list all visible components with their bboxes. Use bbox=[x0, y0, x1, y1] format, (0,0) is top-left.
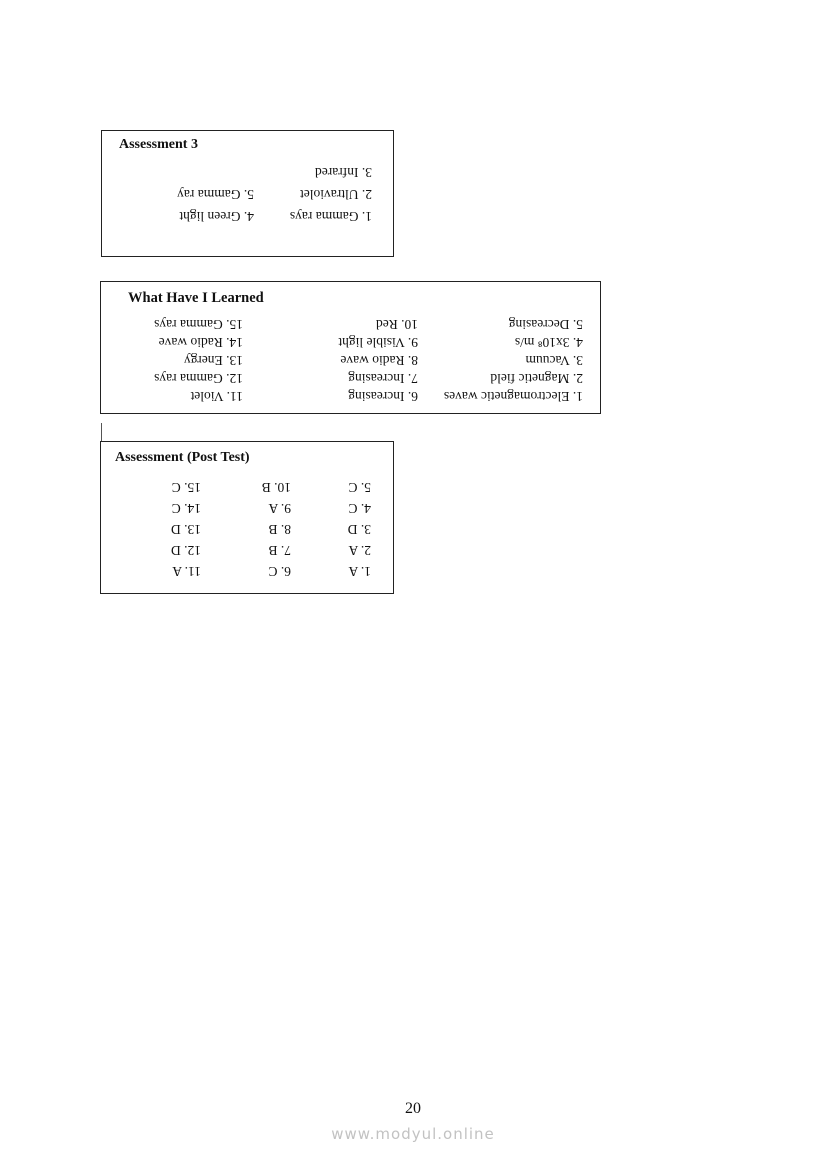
answer-item: 12. Gamma rays bbox=[154, 371, 243, 386]
assessment-3-title: Assessment 3 bbox=[119, 137, 198, 152]
answer-item: 9. Visible light bbox=[338, 335, 418, 350]
answer-item: 13. D bbox=[171, 522, 201, 537]
answer-item: 11. A bbox=[172, 564, 201, 579]
answer-item: 3. D bbox=[347, 522, 371, 537]
page-number: 20 bbox=[405, 1100, 421, 1117]
answer-item: 8. Radio wave bbox=[340, 353, 418, 368]
answer-item: 14. Radio wave bbox=[158, 335, 243, 350]
answer-item: 1. Gamma rays bbox=[289, 209, 372, 224]
assessment-3-box bbox=[101, 130, 394, 257]
answer-item: 2. Ultraviolet bbox=[300, 187, 372, 202]
answer-item: 6. Increasing bbox=[348, 389, 418, 404]
answer-item: 15. C bbox=[171, 480, 201, 495]
post-test-box bbox=[100, 441, 394, 594]
answer-item: 13. Energy bbox=[184, 353, 243, 368]
answer-item: 7. Increasing bbox=[348, 371, 418, 386]
answer-item: 10. B bbox=[261, 480, 291, 495]
answer-item: 10. Red bbox=[376, 317, 418, 332]
what-have-i-learned-title: What Have I Learned bbox=[128, 290, 264, 306]
answer-item: 9. A bbox=[268, 501, 291, 516]
answer-item: 4. Green light bbox=[179, 209, 254, 224]
answer-item: 5. Decreasing bbox=[508, 317, 583, 332]
answer-item: 12. D bbox=[171, 543, 201, 558]
answer-item bbox=[142, 161, 254, 183]
answer-item: 2. Magnetic field bbox=[490, 371, 583, 386]
answer-item: 1. Electromagnetic waves bbox=[443, 389, 583, 404]
answer-item: 6. C bbox=[268, 564, 291, 579]
divider-line bbox=[101, 423, 102, 441]
answer-item: 15. Gamma rays bbox=[154, 317, 243, 332]
watermark: www.modyul.online bbox=[331, 1125, 495, 1143]
what-have-i-learned-answers-upside-down bbox=[113, 315, 583, 405]
answer-item: 1. A bbox=[348, 564, 371, 579]
answer-item: 7. B bbox=[268, 543, 291, 558]
answer-item: 3. Infrared bbox=[315, 165, 372, 180]
what-have-i-learned-box bbox=[100, 281, 601, 414]
post-test-answers-upside-down bbox=[131, 478, 371, 582]
answer-item: 14. C bbox=[171, 501, 201, 516]
answer-item: 4. C bbox=[348, 501, 371, 516]
answer-item: 8. B bbox=[268, 522, 291, 537]
answer-item: 11. Violet bbox=[190, 389, 243, 404]
post-test-title: Assessment (Post Test) bbox=[115, 450, 250, 465]
answer-item: 5. Gamma ray bbox=[177, 187, 254, 202]
answer-item: 3. Vacuum bbox=[525, 353, 583, 368]
answer-item: 2. A bbox=[348, 543, 371, 558]
answer-item: 5. C bbox=[348, 480, 371, 495]
answer-item: 4. 3x10⁸ m/s bbox=[514, 335, 583, 350]
assessment-3-answers-upside-down bbox=[142, 161, 372, 227]
